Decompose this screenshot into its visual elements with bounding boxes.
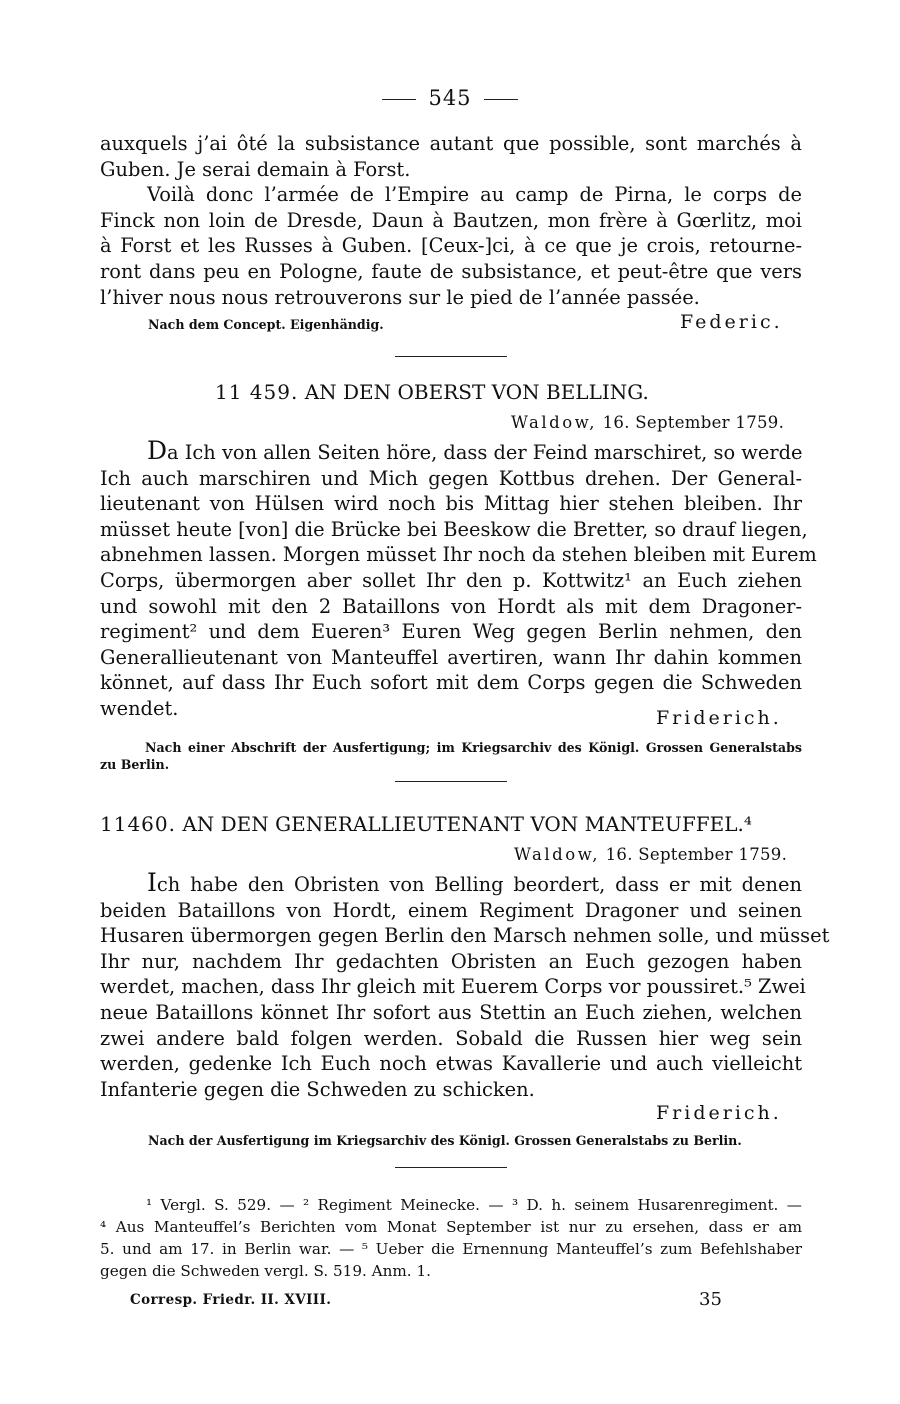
text-line: müsset heute [von] die Brücke bei Beeskow die Bretter, so drauf liegen, xyxy=(100,517,808,541)
letter-11460-body xyxy=(100,868,830,1102)
letter-heading-11460 xyxy=(100,812,805,836)
dateline-place: Waldow, xyxy=(514,845,601,864)
initial-capital: I xyxy=(147,868,157,897)
previous-letter-text xyxy=(100,131,802,310)
section-divider xyxy=(395,356,507,357)
text-line: Corps, übermorgen aber sollet Ihr den p. Kottwitz¹ an Euch ziehen xyxy=(100,568,802,592)
dateline-place: Waldow, xyxy=(511,413,598,432)
dateline-date: 16. September 1759. xyxy=(605,845,788,864)
text-line: Finck non loin de Dresde, Daun à Bautzen, mon frère à Gœrlitz, moi xyxy=(100,208,802,232)
letter-dateline xyxy=(514,845,787,864)
letter-11460-signature: Friderich. xyxy=(656,1102,782,1124)
previous-letter-source: Nach dem Concept. Eigenhändig. xyxy=(148,317,384,332)
text-line: Infanterie gegen die Schweden zu schicken. xyxy=(100,1077,535,1101)
printer-signature-mark: Corresp. Friedr. II. XVIII. xyxy=(130,1292,332,1308)
text-line: zwei andere bald folgen werden. Sobald die Russen hier weg sein xyxy=(100,1026,802,1050)
text-line: ront dans peu en Pologne, faute de subsistance, et peut-être que vers xyxy=(100,259,802,283)
text-line: könnet, auf dass Ihr Euch sofort mit dem Corps gegen die Schweden xyxy=(100,671,802,695)
letter-11459-body xyxy=(100,436,817,722)
text-line xyxy=(100,436,803,466)
text-line xyxy=(100,868,802,898)
text-line: abnehmen lassen. Morgen müsset Ihr noch da stehen bleiben mit Eurem xyxy=(100,543,817,567)
text-line: werdet, machen, dass Ihr gleich mit Euerem Corps vor poussiret.⁵ Zwei xyxy=(100,975,806,999)
text-line: Ihr nur, nachdem Ihr gedachten Obristen an Euch gezogen haben xyxy=(100,949,802,973)
text-line-content: a Ich von allen Seiten höre, dass der Feind marschiret, so werde xyxy=(167,441,803,464)
text-line: Voilà donc l’armée de l’Empire au camp de Pirna, le corps de xyxy=(147,183,802,207)
text-line-content: ch habe den Obristen von Belling beordert, dass er mit denen xyxy=(156,873,802,896)
text-line: werden, gedenke Ich Euch noch etwas Kavallerie und auch vielleicht xyxy=(100,1052,802,1076)
source-line: zu Berlin. xyxy=(100,757,170,772)
footnote-line: gegen die Schweden vergl. S. 519. Anm. 1. xyxy=(100,1262,431,1280)
header-dash-right xyxy=(484,99,518,100)
text-line: regiment² und dem Eueren³ Euren Weg gegen Berlin nehmen, den xyxy=(100,620,802,644)
letter-dateline xyxy=(511,413,784,432)
text-line: lieutenant von Hülsen wird noch bis Mittag hier stehen bleiben. Ihr xyxy=(100,492,802,516)
letter-11459-signature: Friderich. xyxy=(656,707,782,729)
page-header xyxy=(0,86,900,110)
sheet-number: 35 xyxy=(699,1289,722,1310)
letter-addressee: AN DEN OBERST VON BELLING. xyxy=(304,380,649,404)
text-line: und sowohl mit den 2 Bataillons von Hordt als mit dem Dragoner- xyxy=(100,594,802,618)
footnote-line: 5. und am 17. in Berlin war. — ⁵ Ueber die Ernennung Manteuffel’s zum Befehlshaber xyxy=(100,1240,802,1258)
text-line: Generallieutenant von Manteuffel avertiren, wann Ihr dahin kommen xyxy=(100,645,802,669)
letter-heading-11459 xyxy=(215,380,815,404)
text-line: l’hiver nous nous retrouverons sur le pied de l’année passée. xyxy=(100,285,700,309)
text-line: wendet. xyxy=(100,696,179,720)
footnote-line: ¹ Vergl. S. 529. — ² Regiment Meinecke. — ³ D. h. seinem Husarenregiment. — xyxy=(146,1196,802,1214)
page-number: 545 xyxy=(428,86,472,110)
initial-capital: D xyxy=(147,436,168,465)
footnote-divider xyxy=(395,1167,507,1168)
text-line: Husaren übermorgen gegen Berlin den Marsch nehmen solle, und müsset xyxy=(100,924,830,948)
text-line: beiden Bataillons von Hordt, einem Regiment Dragoner und seinen xyxy=(100,898,802,922)
source-line: Nach einer Abschrift der Ausfertigung; im Kriegsarchiv des Königl. Grossen Generalstabs xyxy=(145,740,802,755)
letter-number: 11460. xyxy=(100,812,176,836)
letter-number: 11 459. xyxy=(215,380,299,404)
footnote-line: ⁴ Aus Manteuffel’s Berichten vom Monat September ist nur zu ersehen, dass er am xyxy=(100,1218,802,1236)
section-divider xyxy=(395,781,507,782)
text-line: neue Bataillons könnet Ihr sofort aus Stettin an Euch ziehen, welchen xyxy=(100,1000,802,1024)
letter-11459-source xyxy=(100,739,802,773)
letter-addressee: AN DEN GENERALLIEUTENANT VON MANTEUFFEL.⁴ xyxy=(182,812,752,836)
text-line: Ich auch marschiren und Mich gegen Kottbus drehen. Der General- xyxy=(100,466,802,490)
text-line: Guben. Je serai demain à Forst. xyxy=(100,157,411,181)
previous-letter-signature: Federic. xyxy=(680,311,783,333)
letter-11460-source: Nach der Ausfertigung im Kriegsarchiv des Königl. Grossen Generalstabs zu Berlin. xyxy=(148,1133,742,1148)
text-line: auxquels j’ai ôté la subsistance autant que possible, sont marchés à xyxy=(100,132,802,155)
dateline-date: 16. September 1759. xyxy=(602,413,785,432)
footnotes xyxy=(100,1194,802,1282)
header-dash-left xyxy=(382,99,416,100)
text-line: à Forst et les Russes à Guben. [Ceux-]ci, à ce que je crois, retourne- xyxy=(100,234,802,258)
